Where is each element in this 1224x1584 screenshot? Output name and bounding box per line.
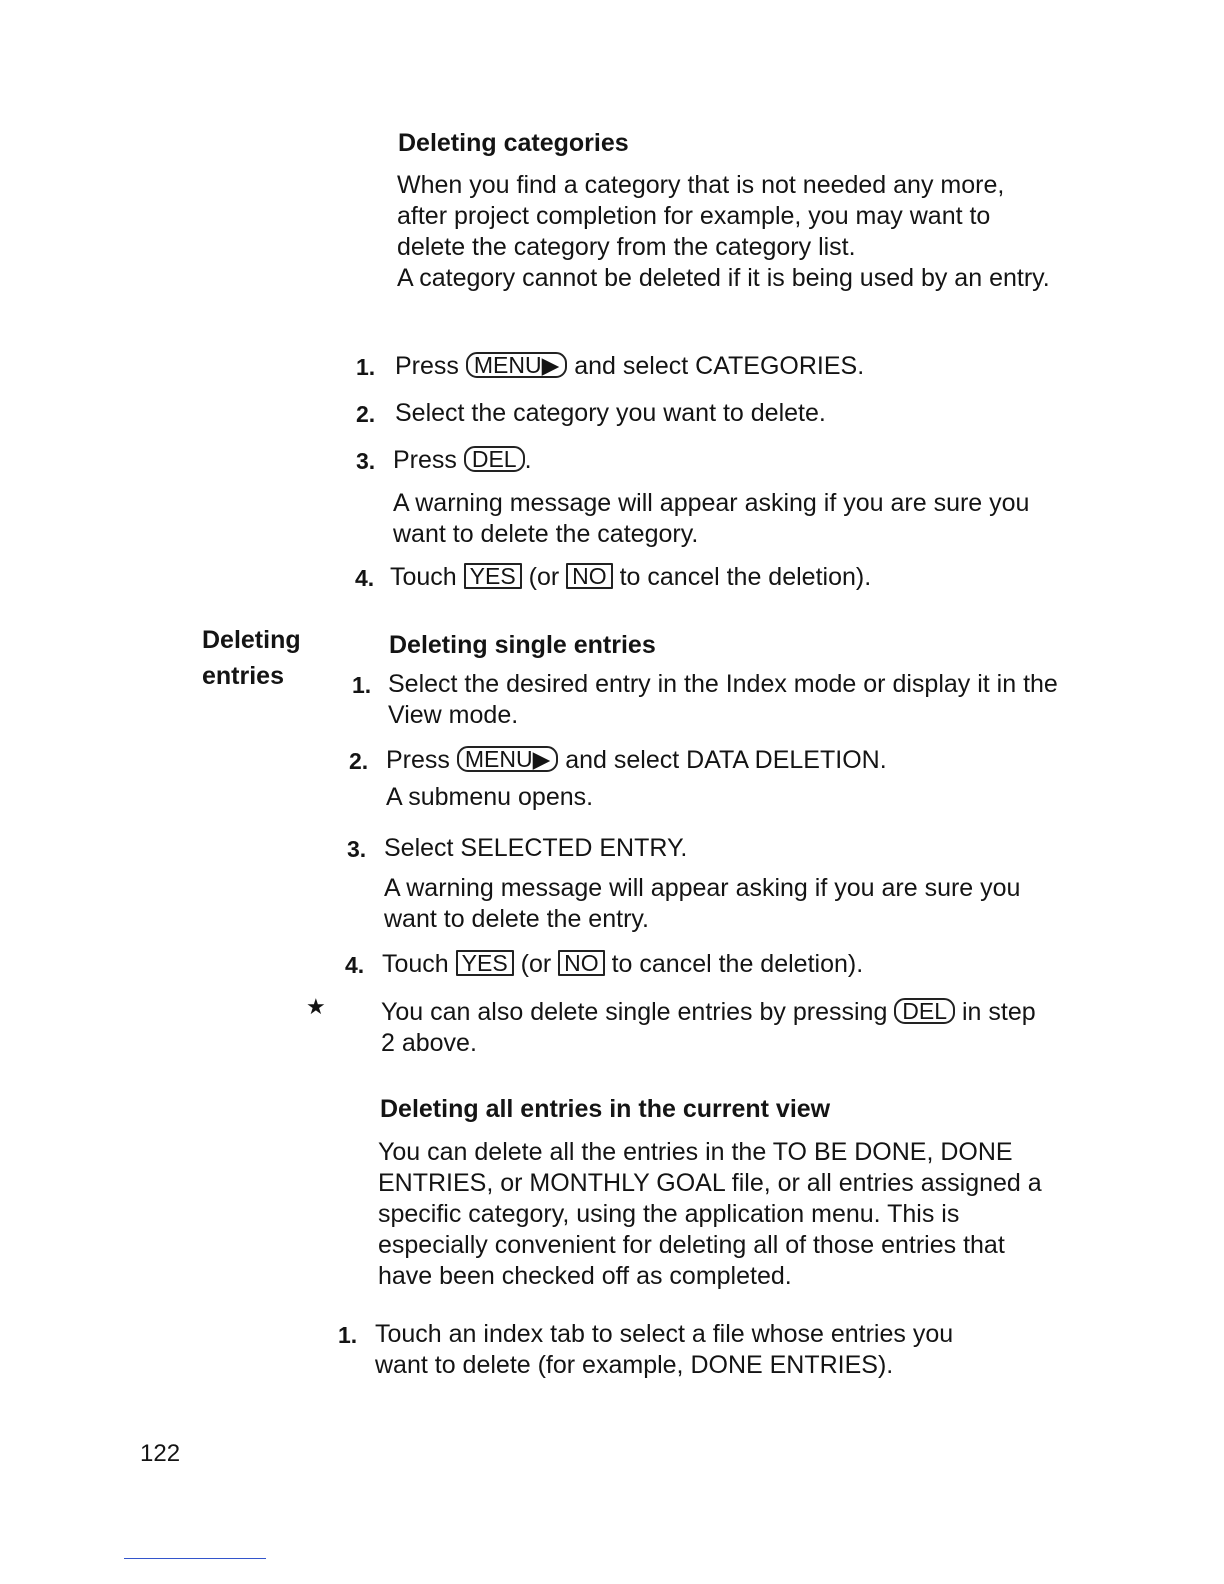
single-step-4-number: 4. [345, 952, 365, 978]
single-step-4-text-end: to cancel the deletion). [604, 950, 864, 978]
categories-intro-text-1: When you find a category that is not needed any more, after project completion for example, you may want to delete the category from the category list. [397, 171, 1005, 261]
single-step-2-text: Press [386, 746, 457, 774]
single-step-1: Select the desired entry in the Index mode or display it in the View mode. [388, 670, 1058, 729]
cat-step-1 [395, 351, 1055, 382]
cat-step-4-text-mid: (or [521, 563, 567, 591]
heading-deleting-all-entries: Deleting all entries in the current view [380, 1095, 831, 1123]
single-step-4 [382, 949, 1052, 980]
no-key-icon-2: NO [558, 950, 605, 976]
all-step-1-number: 1. [338, 1322, 358, 1348]
cat-step-3 [393, 445, 1063, 550]
no-key-icon: NO [566, 563, 613, 589]
categories-intro [397, 170, 1052, 294]
cat-step-1-text-end: and select CATEGORIES. [567, 352, 865, 380]
tip-star-icon: ★ [306, 994, 326, 1019]
yes-key-icon: YES [464, 563, 522, 589]
cat-step-1-text: Press [395, 352, 466, 380]
cat-step-4-number: 4. [355, 565, 375, 591]
all-step-1: Touch an index tab to select a file whose entries you want to delete (for example, DONE ENTRIES). [375, 1320, 954, 1379]
single-step-3-text: Select SELECTED ENTRY. [384, 834, 688, 862]
cat-step-3-text-end: . [524, 446, 532, 474]
page-number: 122 [140, 1440, 181, 1467]
sidebar-label [202, 622, 301, 694]
sidebar-label-line-2: entries [202, 662, 284, 690]
categories-intro-text-2: A category cannot be deleted if it is being used by an entry. [397, 264, 1050, 292]
cat-step-3-text: Press [393, 446, 464, 474]
tip-text-end: in step 2 above. [381, 998, 1036, 1057]
del-key-icon-2: DEL [894, 998, 955, 1024]
cat-step-4 [390, 562, 1060, 593]
cat-step-3-number: 3. [356, 448, 376, 474]
single-step-2-number: 2. [349, 748, 369, 774]
cat-step-1-number: 1. [356, 354, 376, 380]
single-step-4-text-mid: (or [513, 950, 559, 978]
cat-step-4-text-end: to cancel the deletion). [612, 563, 872, 591]
single-entries-tip [381, 997, 1051, 1059]
single-step-1-number: 1. [352, 672, 372, 698]
cat-step-2-number: 2. [356, 401, 376, 427]
single-step-2-text-end: and select DATA DELETION. [558, 746, 887, 774]
del-key-icon: DEL [464, 446, 525, 472]
all-entries-intro: You can delete all the entries in the TO BE DONE, DONE ENTRIES, or MONTHLY GOAL file, or all entries assigned a specific category, using the application menu. This is especially convenient for deleting all of those entries that have been checked off as completed. [378, 1138, 1042, 1290]
menu-key-icon: MENU▶ [466, 352, 567, 378]
heading-deleting-single-entries: Deleting single entries [389, 631, 656, 659]
footer-line [124, 1558, 266, 1559]
sidebar-label-line-1: Deleting [202, 626, 301, 654]
yes-key-icon-2: YES [456, 950, 514, 976]
single-step-2 [386, 745, 1056, 813]
cat-step-3-note: A warning message will appear asking if you are sure you want to delete the category. [393, 489, 1030, 548]
cat-step-4-text: Touch [390, 563, 464, 591]
single-step-3-note: A warning message will appear asking if you are sure you want to delete the entry. [384, 874, 1021, 933]
single-step-3-number: 3. [347, 836, 367, 862]
tip-text: You can also delete single entries by pressing [381, 998, 895, 1026]
cat-step-2: Select the category you want to delete. [395, 399, 826, 427]
menu-key-icon-2: MENU▶ [457, 746, 558, 772]
single-step-2-note: A submenu opens. [386, 783, 594, 811]
single-step-4-text: Touch [382, 950, 456, 978]
heading-deleting-categories: Deleting categories [398, 129, 629, 157]
single-step-3 [384, 833, 1056, 935]
